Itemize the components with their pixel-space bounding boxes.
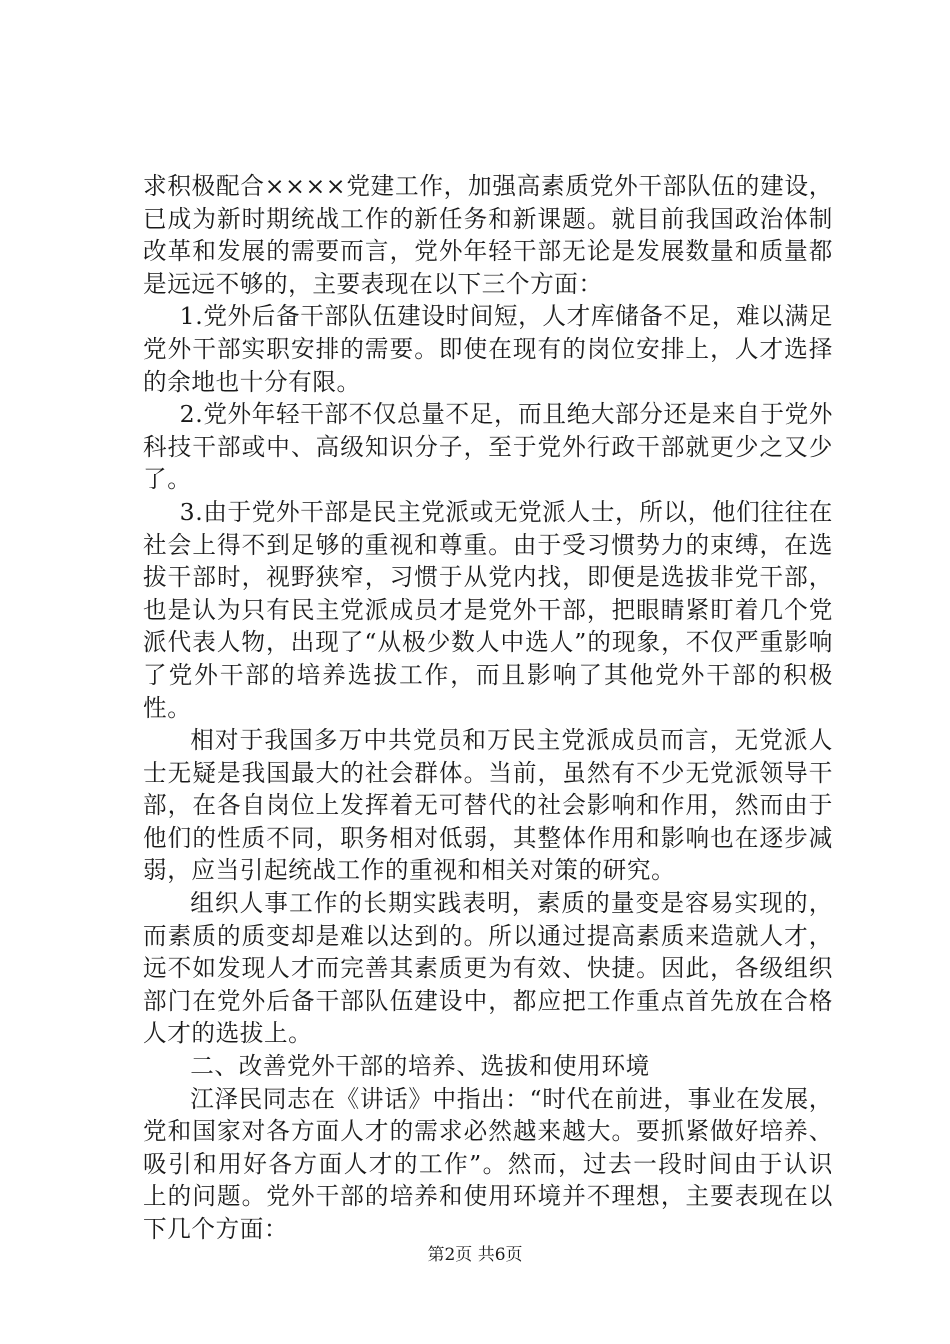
- section-heading-2: 二、改善党外干部的培养、选拔和使用环境: [190, 1052, 650, 1081]
- paragraph-nonparty: 相对于我国多万中共党员和万民主党派成员而言，无党派人士无疑是我国最大的社会群体。当前，虽然有不少无党派领导干部，在各自岗位上发挥着无可替代的社会影响和作用，然而由于他们的性质不同，职务相对低弱，其整体作用和影响也在逐步减弱，应当引起统战工作的重视和相关对策的研究。: [143, 726, 833, 885]
- paragraph-point-1: 1.党外后备干部队伍建设时间短，人才库储备不足，难以满足党外干部实职安排的需要。即使在现有的岗位安排上，人才选择的余地也十分有限。: [143, 302, 833, 396]
- paragraph-point-2: 2.党外年轻干部不仅总量不足，而且绝大部分还是来自于党外科技干部或中、高级知识分子，至于党外行政干部就更少之又少了。: [143, 400, 833, 494]
- paragraph-speech: 江泽民同志在《讲话》中指出：“时代在前进，事业在发展，党和国家对各方面人才的需求必然越来越大。要抓紧做好培养、吸引和用好各方面人才的工作”。然而，过去一段时间由于认识上的问题。党外干部的培养和使用环境并不理想，主要表现在以下几个方面：: [143, 1084, 833, 1243]
- document-body: [143, 170, 833, 1246]
- paragraph-personnel: 组织人事工作的长期实践表明，素质的量变是容易实现的，而素质的质变却是难以达到的。所以通过提高素质来造就人才，远不如发现人才而完善其素质更为有效、快捷。因此，各级组织部门在党外后备干部队伍建设中，都应把工作重点首先放在合格人才的选拔上。: [143, 889, 833, 1048]
- page-footer: 第2页 共6页: [427, 1245, 523, 1265]
- paragraph-intro: 求积极配合××××党建工作，加强高素质党外干部队伍的建设，已成为新时期统战工作的新任务和新课题。就目前我国政治体制改革和发展的需要而言，党外年轻干部无论是发展数量和质量都是远远不够的，主要表现在以下三个方面：: [143, 172, 833, 298]
- paragraph-point-3: 3.由于党外干部是民主党派或无党派人士，所以，他们往往在社会上得不到足够的重视和尊重。由于受习惯势力的束缚，在选拔干部时，视野狭窄，习惯于从党内找，即便是选拔非党干部，也是认为只有民主党派成员才是党外干部，把眼睛紧盯着几个党派代表人物，出现了“从极少数人中选人”的现象，不仅严重影响了党外干部的培养选拔工作，而且影响了其他党外干部的积极性。: [143, 497, 833, 722]
